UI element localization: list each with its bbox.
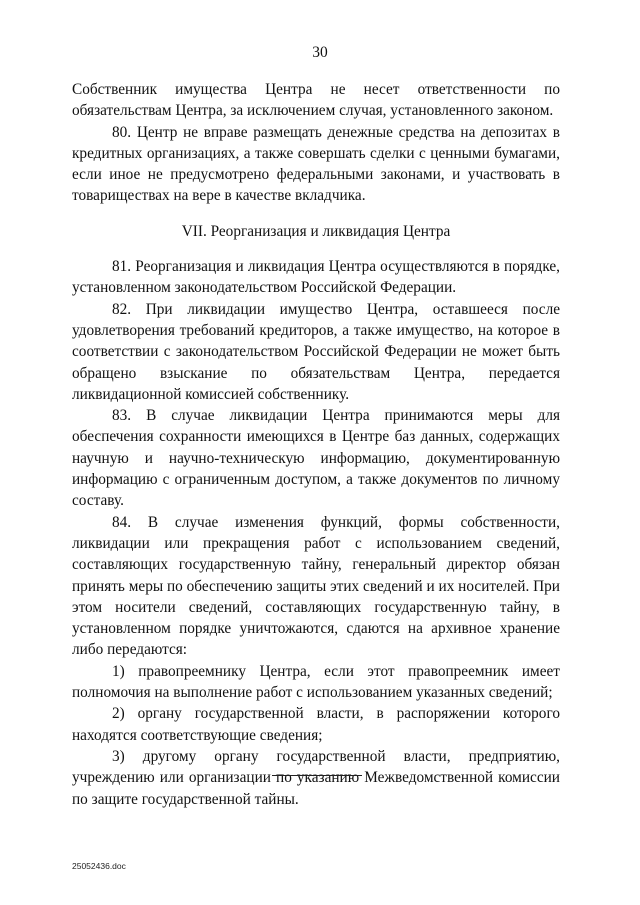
page-number: 30 (312, 44, 328, 61)
footer-file-name: 25052436.doc (72, 861, 126, 871)
section-heading: VII. Реорганизация и ликвидация Центра (181, 222, 451, 240)
paragraph-81: 81. Реорганизация и ликвидация Центра осуществляются в порядке, установленном законодательством Российской Федерации. (72, 258, 560, 297)
list-item-2: 2) органу государственной власти, в распоряжении которого находятся соответствующие сведения; (72, 705, 560, 744)
paragraph-82: 82. При ликвидации имущество Центра, оставшееся после удовлетворения требований кредиторов, а также имущество, на которое в соответствии с законодательством Российской Федерации не может быть обращено взыскание по обязательствам Центра, передается ликвидационной комиссией собственнику. (72, 300, 560, 403)
paragraph-owner-liability: Собственник имущества Центра не несет ответственности по обязательствам Центра, за исключением случая, установленного законом. (72, 81, 560, 120)
list-item-3: 3) другому органу государственной власти, предприятию, учреждению или организации по указанию Межведомственной комиссии по защите государственной тайны. (72, 747, 560, 808)
paragraph-84: 84. В случае изменения функций, формы собственности, ликвидации или прекращения работ с использованием сведений, составляющих государственную тайну, генеральный директор обязан принять меры по обеспечению защиты этих сведений и их носителей. При этом носители сведений, составляющих государственную тайну, в установленном порядке уничтожаются, сдаются на архивное хранение либо передаются: (72, 513, 560, 659)
end-divider-line (272, 775, 362, 776)
paragraph-83: 83. В случае ликвидации Центра принимаются меры для обеспечения сохранности имеющихся в Центре баз данных, содержащих научную и научно-техническую информацию, документированную информацию с ограниченным доступом, а также документов по личному составу. (72, 407, 560, 510)
paragraph-80: 80. Центр не вправе размещать денежные средства на депозитах в кредитных организациях, а также совершать сделки с ценными бумагами, если иное не предусмотрено федеральными законами, и участвовать в товариществах на вере в качестве вкладчика. (72, 123, 560, 205)
list-item-1: 1) правопреемнику Центра, если этот правопреемник имеет полномочия на выполнение работ с использованием указанных сведений; (72, 662, 560, 702)
document-body (72, 79, 560, 810)
